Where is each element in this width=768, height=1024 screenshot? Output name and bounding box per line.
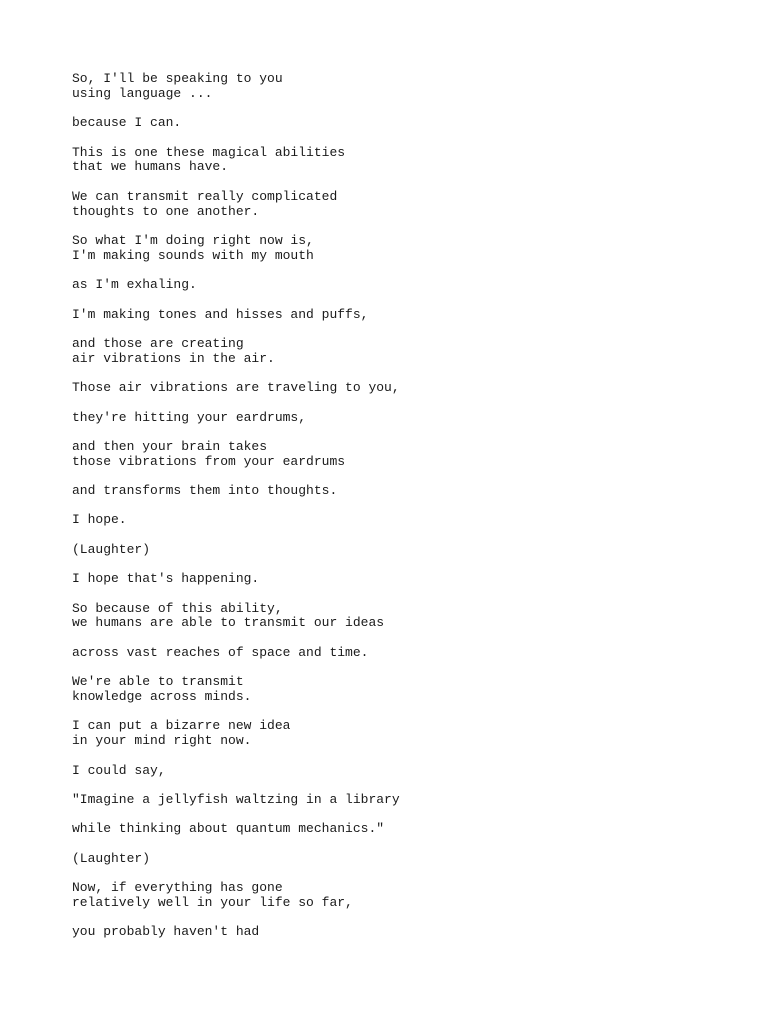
transcript-paragraph	[72, 116, 732, 131]
transcript-line: in your mind right now.	[72, 733, 252, 749]
transcript-paragraph	[72, 925, 732, 940]
transcript-line: So because of this ability,	[72, 600, 283, 616]
transcript-line: knowledge across minds.	[72, 689, 252, 705]
transcript-line: because I can.	[72, 115, 182, 131]
transcript-line: So, I'll be speaking to you	[72, 71, 283, 86]
transcript-paragraph	[72, 234, 732, 264]
transcript-line: I can put a bizarre new idea	[72, 718, 291, 734]
transcript-line: relatively well in your life so far,	[72, 894, 353, 910]
transcript-paragraph	[72, 381, 732, 396]
transcript-paragraph	[72, 602, 732, 632]
transcript-paragraph	[72, 484, 732, 499]
transcript-paragraph	[72, 764, 732, 779]
transcript-paragraph	[72, 852, 732, 867]
transcript-line: and then your brain takes	[72, 438, 268, 454]
transcript-line: you probably haven't had	[72, 924, 260, 940]
transcript-line: We can transmit really complicated	[72, 188, 338, 204]
transcript-line: I hope that's happening.	[72, 571, 260, 587]
transcript-line: We're able to transmit	[72, 674, 244, 690]
transcript-line: (Laughter)	[72, 850, 151, 866]
transcript-line: while thinking about quantum mechanics."	[72, 821, 385, 837]
transcript-line: I could say,	[72, 762, 166, 778]
transcript-line: Those air vibrations are traveling to you,	[72, 380, 400, 396]
transcript-line: as I'm exhaling.	[72, 277, 197, 293]
transcript-paragraph	[72, 675, 732, 705]
transcript-paragraph	[72, 308, 732, 323]
transcript-line: that we humans have.	[72, 159, 229, 175]
transcript-text	[72, 72, 732, 955]
transcript-paragraph	[72, 146, 732, 176]
transcript-paragraph	[72, 440, 732, 470]
transcript-line: across vast reaches of space and time.	[72, 644, 369, 660]
transcript-line: I'm making tones and hisses and puffs,	[72, 306, 369, 322]
transcript-line: and transforms them into thoughts.	[72, 483, 338, 499]
transcript-line: Now, if everything has gone	[72, 880, 283, 896]
transcript-paragraph	[72, 822, 732, 837]
transcript-paragraph	[72, 411, 732, 426]
transcript-line: using language ...	[72, 85, 213, 101]
transcript-paragraph	[72, 513, 732, 528]
transcript-line: and those are creating	[72, 335, 244, 351]
transcript-line: air vibrations in the air.	[72, 350, 275, 366]
transcript-paragraph	[72, 881, 732, 911]
transcript-line: I'm making sounds with my mouth	[72, 247, 314, 263]
transcript-paragraph	[72, 278, 732, 293]
transcript-line: thoughts to one another.	[72, 203, 260, 219]
transcript-line: This is one these magical abilities	[72, 144, 346, 160]
transcript-line: So what I'm doing right now is,	[72, 232, 314, 248]
transcript-line: (Laughter)	[72, 541, 151, 557]
transcript-paragraph	[72, 72, 732, 102]
transcript-line: I hope.	[72, 512, 127, 528]
transcript-paragraph	[72, 190, 732, 220]
transcript-line: we humans are able to transmit our ideas	[72, 615, 385, 631]
transcript-paragraph	[72, 719, 732, 749]
transcript-paragraph	[72, 793, 732, 808]
transcript-line: "Imagine a jellyfish waltzing in a library	[72, 791, 400, 807]
transcript-paragraph	[72, 572, 732, 587]
transcript-line: those vibrations from your eardrums	[72, 453, 346, 469]
transcript-line: they're hitting your eardrums,	[72, 409, 307, 425]
transcript-paragraph	[72, 646, 732, 661]
transcript-paragraph	[72, 337, 732, 367]
transcript-paragraph	[72, 543, 732, 558]
